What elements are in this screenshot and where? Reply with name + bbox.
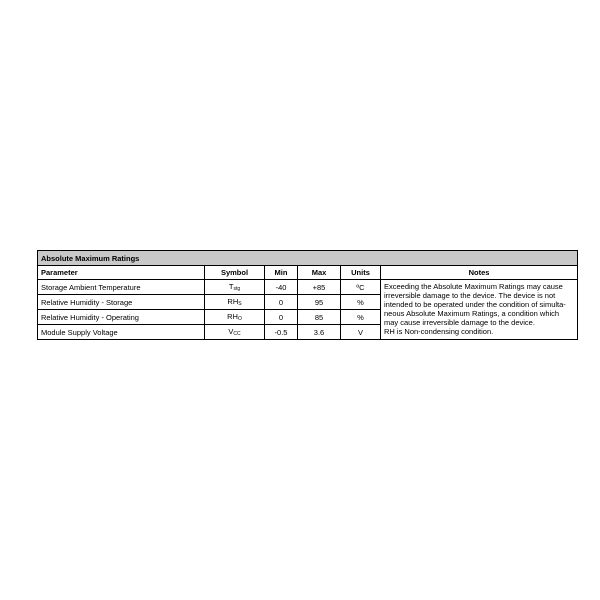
header-min: Min (265, 266, 298, 280)
note-line: RH is Non-condensing condition. (384, 327, 494, 336)
absolute-maximum-ratings-table (37, 250, 578, 340)
header-parameter: Parameter (38, 266, 205, 280)
table-title-row (38, 251, 578, 266)
cell-units: % (341, 295, 381, 310)
cell-units: V (341, 325, 381, 340)
note-line: neous Absolute Maximum Ratings, a condition which (384, 309, 560, 318)
symbol-main: T (228, 282, 234, 291)
symbol-main: RH (227, 297, 239, 306)
cell-min: 0 (265, 310, 298, 325)
header-symbol: Symbol (205, 266, 265, 280)
cell-units: ºC (341, 280, 381, 295)
symbol-subscript: O (237, 316, 242, 322)
cell-max: 3.6 (298, 325, 341, 340)
header-units: Units (341, 266, 381, 280)
symbol-subscript: S (238, 301, 242, 307)
header-notes: Notes (381, 266, 578, 280)
absolute-maximum-ratings-table-container (37, 250, 577, 340)
table-row (38, 280, 578, 295)
table-header-row (38, 266, 578, 280)
symbol-subscript: CC (233, 331, 241, 337)
cell-max: 95 (298, 295, 341, 310)
cell-units: % (341, 310, 381, 325)
note-line: irreversible damage to the device. The device is not (384, 291, 556, 300)
note-line: Exceeding the Absolute Maximum Ratings may cause (384, 282, 563, 291)
cell-parameter: Relative Humidity - Operating (38, 310, 205, 325)
cell-min: -0.5 (265, 325, 298, 340)
symbol-main: RH (227, 312, 238, 321)
cell-min: 0 (265, 295, 298, 310)
cell-parameter: Storage Ambient Temperature (38, 280, 205, 295)
cell-symbol (205, 325, 265, 340)
symbol-subscript: stg (233, 286, 241, 292)
cell-min: -40 (265, 280, 298, 295)
cell-max: +85 (298, 280, 341, 295)
cell-max: 85 (298, 310, 341, 325)
symbol-main: V (228, 327, 234, 336)
note-line: intended to be operated under the condition of simulta- (384, 300, 566, 309)
cell-symbol (205, 295, 265, 310)
header-max: Max (298, 266, 341, 280)
table-title: Absolute Maximum Ratings (38, 251, 578, 266)
cell-parameter: Module Supply Voltage (38, 325, 205, 340)
cell-symbol (205, 280, 265, 295)
cell-notes (381, 280, 578, 340)
cell-parameter: Relative Humidity - Storage (38, 295, 205, 310)
cell-symbol (205, 310, 265, 325)
note-line: may cause irreversible damage to the device. (384, 318, 535, 327)
